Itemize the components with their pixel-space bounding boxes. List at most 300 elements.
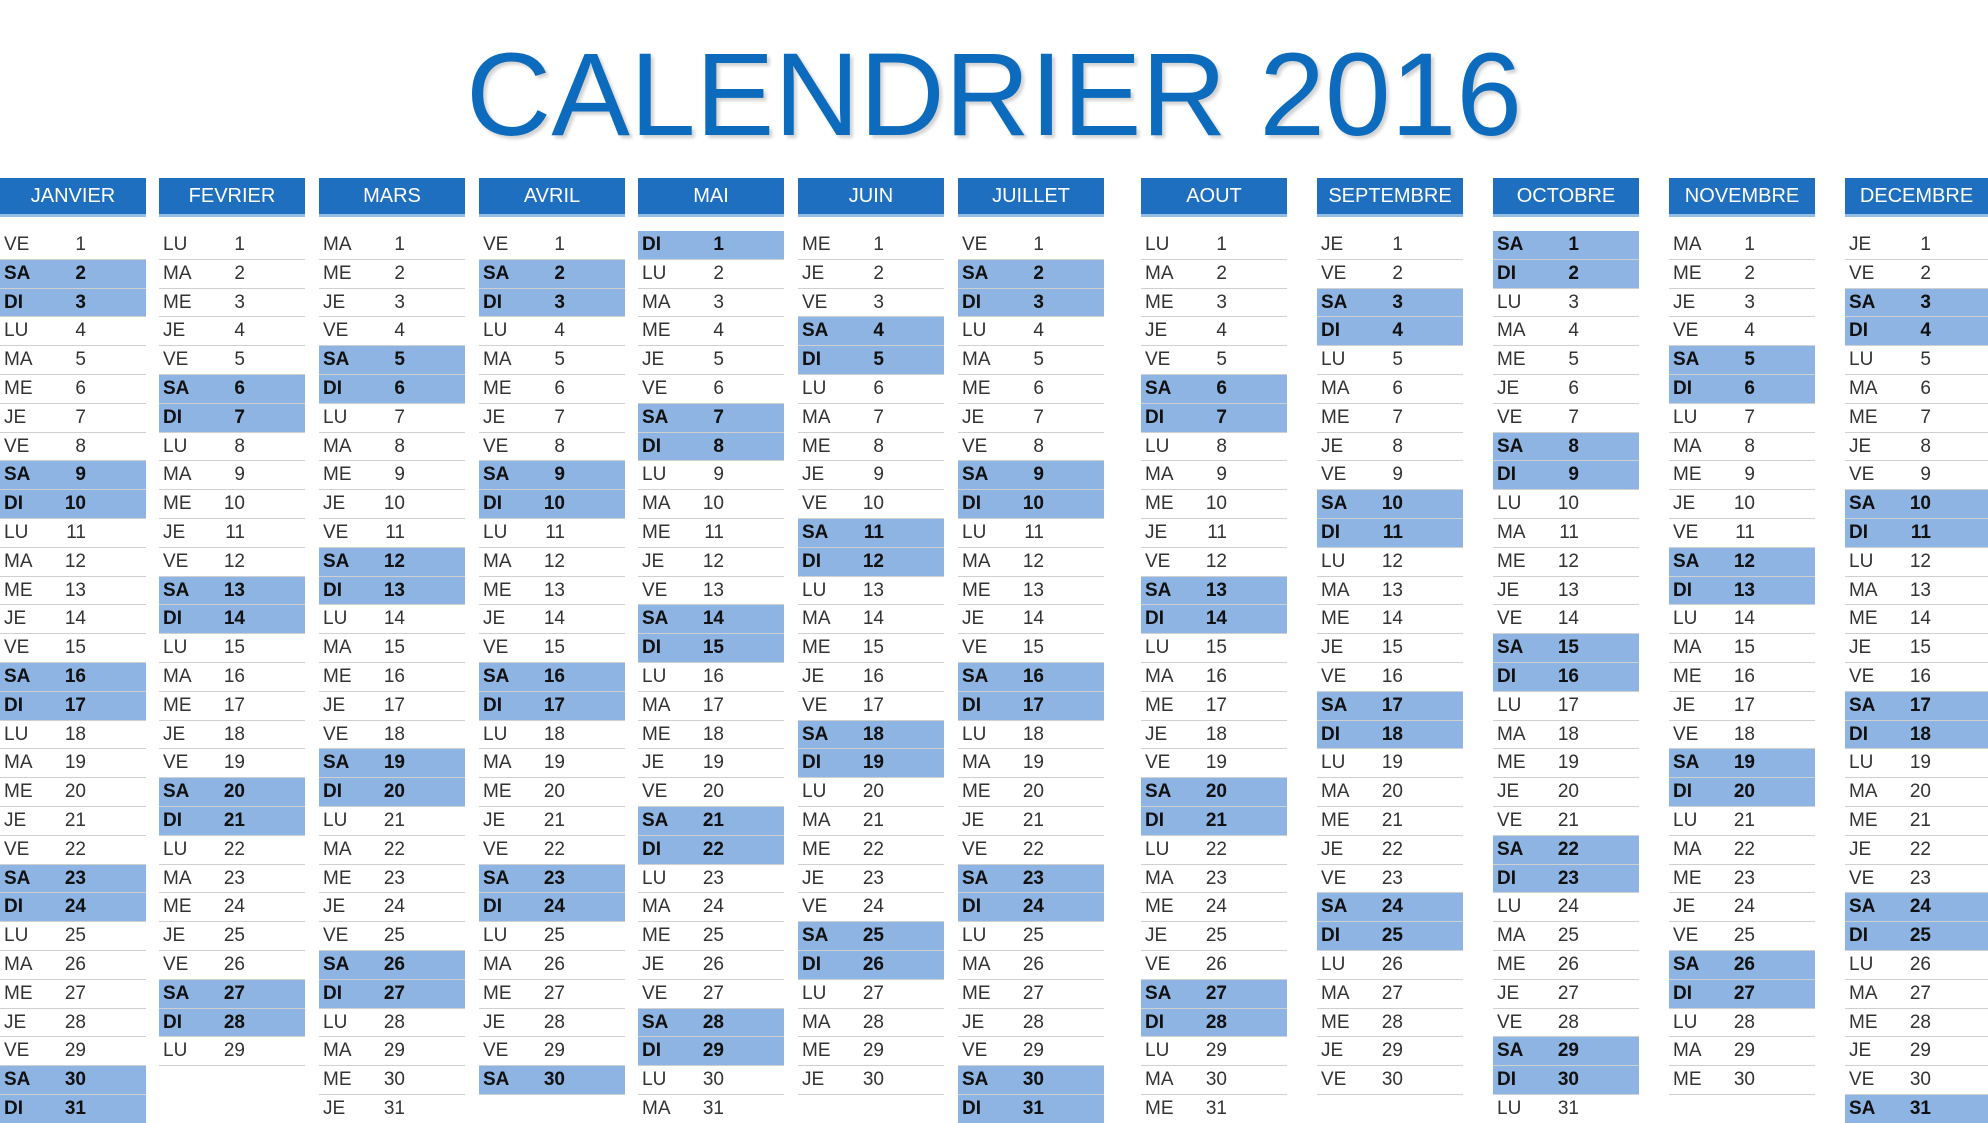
day-number: 24: [64, 896, 86, 918]
weekday-label: ME: [1497, 953, 1526, 975]
day-number: 23: [223, 867, 245, 889]
weekday-label: VE: [1321, 262, 1347, 284]
month-column-aout: [1141, 178, 1287, 1123]
day-number: 6: [1744, 377, 1755, 399]
weekday-label: JE: [802, 262, 825, 284]
weekday-label: ME: [1321, 1011, 1350, 1033]
day-number: 24: [383, 896, 405, 918]
day-number: 20: [862, 781, 884, 803]
weekday-label: ME: [163, 694, 192, 716]
day-list: [798, 231, 944, 1095]
day-row: [1669, 375, 1815, 404]
weekday-label: DI: [642, 838, 661, 860]
month-column-juillet: [958, 178, 1104, 1123]
day-number: 2: [554, 262, 565, 284]
weekday-label: VE: [323, 723, 349, 745]
day-number: 1: [1033, 234, 1044, 255]
day-number: 8: [394, 435, 405, 457]
day-number: 2: [1033, 262, 1044, 284]
day-number: 7: [1568, 406, 1579, 428]
weekday-label: LU: [962, 723, 987, 745]
day-number: 3: [873, 291, 884, 313]
day-number: 14: [862, 608, 884, 630]
day-number: 15: [862, 637, 884, 659]
day-number: 23: [1733, 867, 1755, 889]
day-number: 8: [1392, 435, 1403, 457]
day-row: [0, 807, 146, 836]
day-number: 17: [702, 694, 724, 716]
weekday-label: DI: [962, 493, 981, 515]
day-row: [159, 231, 305, 260]
day-row: [479, 836, 625, 865]
day-row: [319, 404, 465, 433]
day-row: [798, 317, 944, 346]
weekday-label: LU: [802, 781, 827, 803]
day-row: [319, 461, 465, 490]
day-row: [1669, 1037, 1815, 1066]
weekday-label: DI: [1497, 867, 1516, 889]
day-row: [798, 1009, 944, 1038]
day-number: 16: [1381, 665, 1403, 687]
day-row: [159, 461, 305, 490]
day-row: [798, 231, 944, 260]
day-row: [0, 865, 146, 894]
day-number: 22: [1022, 838, 1044, 860]
weekday-label: SA: [1849, 896, 1876, 918]
day-number: 27: [383, 982, 405, 1004]
weekday-label: ME: [962, 982, 991, 1004]
day-number: 11: [863, 521, 884, 543]
weekday-label: DI: [802, 953, 821, 975]
weekday-label: LU: [1849, 349, 1874, 371]
weekday-label: SA: [163, 377, 190, 399]
day-row: [638, 1095, 784, 1123]
weekday-label: DI: [4, 694, 23, 716]
day-number: 24: [862, 896, 884, 918]
day-row: [1493, 663, 1639, 692]
weekday-label: DI: [4, 493, 23, 515]
weekday-label: JE: [802, 1069, 825, 1091]
weekday-label: SA: [1145, 377, 1172, 399]
weekday-label: DI: [4, 896, 23, 918]
weekday-label: MA: [642, 493, 671, 515]
day-number: 21: [543, 809, 565, 831]
weekday-label: DI: [802, 752, 821, 774]
day-row: [319, 433, 465, 462]
weekday-label: JE: [802, 867, 825, 889]
weekday-label: JE: [1673, 493, 1696, 515]
day-number: 19: [862, 752, 884, 774]
day-number: 7: [554, 406, 565, 428]
day-row: [1317, 519, 1463, 548]
day-row: [638, 951, 784, 980]
weekday-label: SA: [323, 953, 350, 975]
day-number: 21: [64, 809, 86, 831]
weekday-label: ME: [1145, 493, 1174, 515]
day-row: [479, 1066, 625, 1095]
day-number: 6: [1920, 377, 1931, 399]
day-row: [1493, 433, 1639, 462]
day-number: 29: [1733, 1040, 1755, 1062]
weekday-label: MA: [483, 953, 512, 975]
day-number: 11: [1382, 521, 1403, 543]
weekday-label: DI: [1145, 1011, 1164, 1033]
weekday-label: ME: [1849, 809, 1878, 831]
day-number: 9: [1920, 464, 1931, 486]
day-row: [1845, 893, 1988, 922]
day-row: [1845, 749, 1988, 778]
day-number: 9: [873, 464, 884, 486]
day-number: 19: [702, 752, 724, 774]
day-number: 2: [873, 262, 884, 284]
day-row: [1141, 519, 1287, 548]
day-number: 8: [873, 435, 884, 457]
day-number: 3: [1744, 291, 1755, 313]
day-row: [479, 634, 625, 663]
day-row: [1317, 577, 1463, 606]
day-row: [798, 375, 944, 404]
day-number: 15: [1381, 637, 1403, 659]
weekday-label: VE: [962, 838, 988, 860]
day-number: 2: [713, 262, 724, 284]
day-row: [159, 404, 305, 433]
day-row: [1141, 404, 1287, 433]
day-row: [1845, 951, 1988, 980]
weekday-label: VE: [802, 291, 828, 313]
day-number: 28: [862, 1011, 884, 1033]
weekday-label: VE: [1321, 867, 1347, 889]
weekday-label: SA: [1673, 550, 1700, 572]
day-row: [1141, 317, 1287, 346]
month-header: SEPTEMBRE: [1317, 178, 1463, 217]
day-number: 29: [702, 1040, 724, 1062]
weekday-label: LU: [4, 521, 29, 543]
day-row: [1141, 461, 1287, 490]
day-row: [479, 490, 625, 519]
day-row: [0, 634, 146, 663]
day-row: [1493, 922, 1639, 951]
weekday-label: MA: [1497, 723, 1526, 745]
day-row: [319, 922, 465, 951]
weekday-label: JE: [1673, 694, 1696, 716]
day-number: 25: [64, 925, 86, 947]
day-number: 12: [383, 550, 405, 572]
month-column-mars: [319, 178, 465, 1123]
weekday-label: SA: [483, 867, 510, 889]
weekday-label: ME: [483, 579, 512, 601]
day-number: 16: [1909, 665, 1931, 687]
day-row: [0, 721, 146, 750]
day-row: [1493, 289, 1639, 318]
day-row: [159, 317, 305, 346]
day-list: [1493, 231, 1639, 1123]
day-number: 12: [862, 550, 884, 572]
day-row: [319, 317, 465, 346]
month-column-janvier: [0, 178, 146, 1123]
day-number: 14: [1733, 608, 1755, 630]
day-number: 19: [1381, 752, 1403, 774]
month-header: OCTOBRE: [1493, 178, 1639, 217]
day-row: [1669, 1066, 1815, 1095]
weekday-label: JE: [962, 608, 985, 630]
day-row: [1317, 317, 1463, 346]
day-row: [1317, 490, 1463, 519]
day-row: [1141, 433, 1287, 462]
day-number: 10: [1733, 493, 1755, 515]
day-number: 14: [223, 608, 245, 630]
weekday-label: VE: [4, 435, 30, 457]
day-row: [159, 749, 305, 778]
weekday-label: ME: [802, 637, 831, 659]
day-row: [479, 893, 625, 922]
day-number: 19: [1205, 752, 1227, 774]
weekday-label: MA: [163, 262, 192, 284]
day-number: 25: [383, 925, 405, 947]
day-number: 30: [64, 1069, 86, 1091]
weekday-label: LU: [1321, 953, 1346, 975]
day-number: 4: [1392, 320, 1403, 342]
weekday-label: ME: [323, 464, 352, 486]
day-number: 4: [394, 320, 405, 342]
weekday-label: VE: [962, 234, 988, 255]
weekday-label: JE: [4, 809, 27, 831]
day-number: 29: [1909, 1040, 1931, 1062]
day-row: [1493, 346, 1639, 375]
day-number: 15: [702, 637, 724, 659]
weekday-label: DI: [1849, 320, 1868, 342]
day-number: 11: [704, 521, 724, 543]
day-row: [1317, 721, 1463, 750]
day-list: [958, 231, 1104, 1123]
day-row: [159, 346, 305, 375]
day-row: [1845, 1095, 1988, 1123]
weekday-label: MA: [642, 291, 671, 313]
weekday-label: VE: [1673, 521, 1699, 543]
weekday-label: DI: [1321, 723, 1340, 745]
day-number: 11: [1024, 521, 1044, 543]
day-row: [1317, 1009, 1463, 1038]
day-row: [159, 260, 305, 289]
weekday-label: LU: [483, 320, 508, 342]
day-number: 17: [1733, 694, 1755, 716]
weekday-label: LU: [163, 234, 188, 255]
weekday-label: DI: [483, 694, 502, 716]
day-row: [1141, 260, 1287, 289]
weekday-label: LU: [642, 464, 667, 486]
weekday-label: LU: [323, 406, 348, 428]
day-row: [638, 807, 784, 836]
day-row: [319, 692, 465, 721]
day-number: 16: [543, 665, 565, 687]
weekday-label: ME: [1849, 608, 1878, 630]
day-number: 18: [862, 723, 884, 745]
day-number: 18: [1381, 723, 1403, 745]
day-number: 27: [1557, 982, 1579, 1004]
weekday-label: DI: [642, 637, 661, 659]
day-row: [798, 346, 944, 375]
day-number: 10: [1381, 493, 1403, 515]
weekday-label: VE: [1497, 608, 1523, 630]
weekday-label: VE: [163, 550, 189, 572]
day-row: [159, 836, 305, 865]
day-row: [0, 836, 146, 865]
day-number: 11: [1910, 521, 1931, 543]
day-number: 30: [862, 1069, 884, 1091]
day-row: [1141, 577, 1287, 606]
day-number: 2: [75, 262, 86, 284]
day-number: 28: [1022, 1011, 1044, 1033]
day-row: [1845, 260, 1988, 289]
weekday-label: DI: [163, 809, 182, 831]
day-row: [479, 778, 625, 807]
day-row: [1493, 461, 1639, 490]
weekday-label: MA: [962, 953, 991, 975]
day-row: [1493, 577, 1639, 606]
day-number: 18: [1557, 723, 1579, 745]
weekday-label: SA: [483, 464, 510, 486]
day-number: 5: [713, 349, 724, 371]
day-row: [798, 605, 944, 634]
day-row: [958, 893, 1104, 922]
day-row: [1845, 922, 1988, 951]
day-number: 12: [223, 550, 245, 572]
day-row: [1493, 404, 1639, 433]
day-row: [479, 749, 625, 778]
weekday-label: JE: [1321, 1040, 1344, 1062]
weekday-label: JE: [1497, 579, 1520, 601]
day-row: [0, 1009, 146, 1038]
weekday-label: JE: [323, 694, 346, 716]
day-row: [1141, 980, 1287, 1009]
day-number: 25: [543, 925, 565, 947]
weekday-label: MA: [483, 752, 512, 774]
day-number: 27: [702, 982, 724, 1004]
day-row: [1669, 577, 1815, 606]
weekday-label: MA: [1849, 579, 1878, 601]
day-list: [479, 231, 625, 1095]
weekday-label: ME: [642, 521, 671, 543]
day-number: 11: [1207, 521, 1227, 543]
day-number: 8: [1920, 435, 1931, 457]
weekday-label: LU: [1849, 953, 1874, 975]
weekday-label: JE: [642, 349, 665, 371]
weekday-label: MA: [323, 637, 352, 659]
day-number: 13: [543, 579, 565, 601]
day-row: [638, 404, 784, 433]
day-row: [479, 231, 625, 260]
day-number: 17: [223, 694, 245, 716]
day-row: [1317, 1037, 1463, 1066]
weekday-label: JE: [642, 752, 665, 774]
day-number: 5: [1033, 349, 1044, 371]
day-row: [1493, 692, 1639, 721]
weekday-label: MA: [1497, 320, 1526, 342]
day-row: [1669, 692, 1815, 721]
weekday-label: SA: [642, 608, 669, 630]
day-number: 1: [234, 234, 245, 255]
day-number: 24: [1022, 896, 1044, 918]
day-number: 25: [1557, 925, 1579, 947]
weekday-label: VE: [802, 896, 828, 918]
day-row: [0, 317, 146, 346]
day-number: 3: [1920, 291, 1931, 313]
day-number: 1: [1920, 234, 1931, 255]
day-row: [479, 1009, 625, 1038]
day-row: [319, 289, 465, 318]
weekday-label: VE: [642, 377, 668, 399]
weekday-label: VE: [1849, 867, 1875, 889]
day-row: [0, 404, 146, 433]
day-number: 17: [543, 694, 565, 716]
day-row: [479, 548, 625, 577]
weekday-label: JE: [4, 608, 27, 630]
weekday-label: DI: [1849, 521, 1868, 543]
day-number: 15: [1909, 637, 1931, 659]
day-row: [798, 951, 944, 980]
weekday-label: ME: [642, 320, 671, 342]
weekday-label: DI: [163, 1011, 182, 1033]
weekday-label: JE: [1673, 896, 1696, 918]
day-row: [319, 836, 465, 865]
day-row: [479, 980, 625, 1009]
weekday-label: JE: [1497, 982, 1520, 1004]
day-number: 1: [554, 234, 565, 255]
day-row: [958, 289, 1104, 318]
day-number: 25: [1909, 925, 1931, 947]
weekday-label: VE: [483, 838, 509, 860]
day-number: 3: [1392, 291, 1403, 313]
day-row: [1317, 433, 1463, 462]
weekday-label: ME: [323, 1069, 352, 1091]
day-number: 16: [383, 665, 405, 687]
day-number: 11: [1735, 521, 1755, 543]
day-number: 18: [223, 723, 245, 745]
day-row: [638, 721, 784, 750]
weekday-label: JE: [4, 406, 27, 428]
weekday-label: JE: [163, 723, 186, 745]
day-row: [1845, 721, 1988, 750]
day-row: [1141, 865, 1287, 894]
weekday-label: LU: [642, 867, 667, 889]
weekday-label: SA: [483, 1069, 510, 1091]
weekday-label: ME: [4, 982, 33, 1004]
day-number: 16: [1022, 665, 1044, 687]
day-number: 16: [223, 665, 245, 687]
day-row: [1141, 605, 1287, 634]
day-number: 5: [1568, 349, 1579, 371]
day-number: 20: [383, 781, 405, 803]
day-number: 3: [1216, 291, 1227, 313]
day-row: [479, 605, 625, 634]
day-number: 25: [862, 925, 884, 947]
weekday-label: VE: [1145, 550, 1171, 572]
day-number: 29: [1205, 1040, 1227, 1062]
weekday-label: ME: [962, 781, 991, 803]
day-number: 24: [223, 896, 245, 918]
day-number: 17: [1022, 694, 1044, 716]
weekday-label: ME: [962, 579, 991, 601]
day-row: [798, 721, 944, 750]
day-number: 21: [1909, 809, 1931, 831]
day-row: [1141, 778, 1287, 807]
weekday-label: JE: [1849, 435, 1872, 457]
day-row: [798, 778, 944, 807]
weekday-label: MA: [1849, 982, 1878, 1004]
day-number: 7: [873, 406, 884, 428]
day-row: [0, 260, 146, 289]
day-row: [1317, 289, 1463, 318]
weekday-label: MA: [323, 1040, 352, 1062]
